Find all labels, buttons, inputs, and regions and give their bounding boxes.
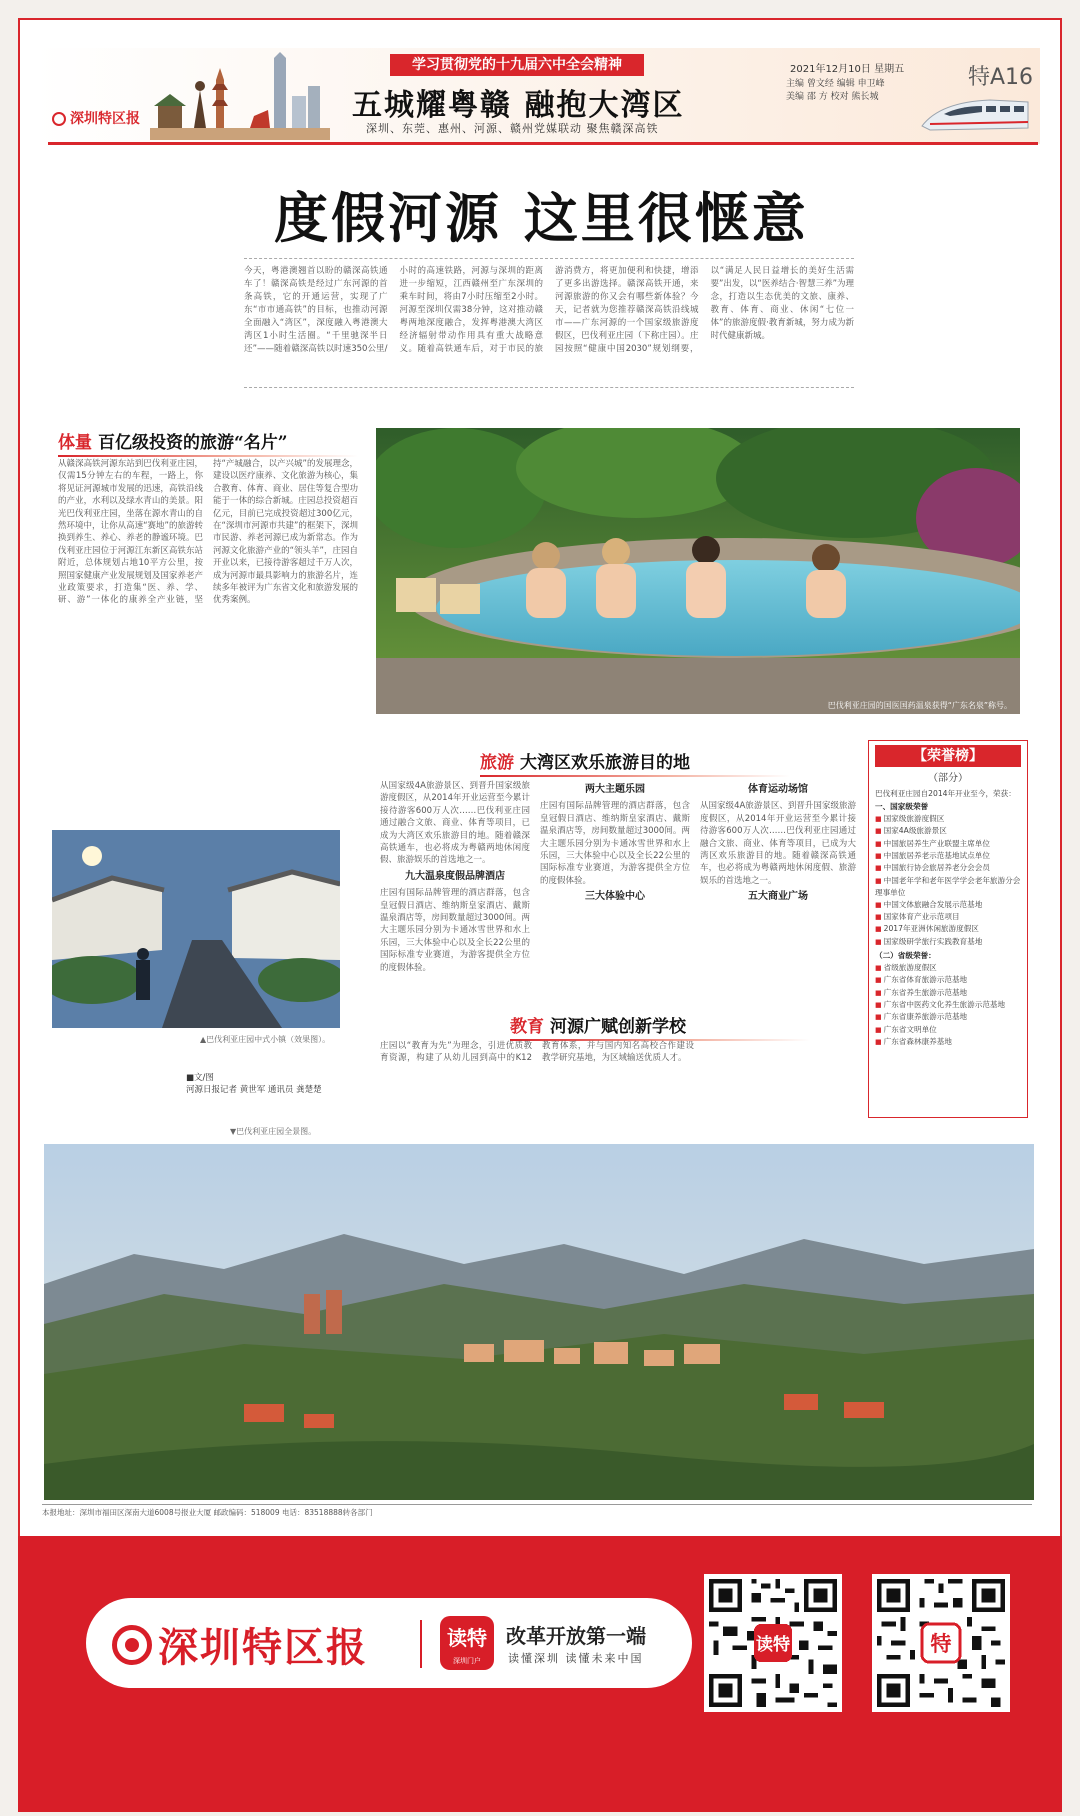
honor-item: ■ 广东省体育旅游示范基地 bbox=[875, 974, 1021, 986]
honor-item: ■ 国家级研学旅行实践教育基地 bbox=[875, 936, 1021, 948]
photo-hot-spring bbox=[376, 428, 1020, 714]
panorama-photo-illustration bbox=[44, 1144, 1034, 1500]
subtitle-commercial-plazas: 五大商业广场 bbox=[748, 891, 808, 903]
subtitle-experience-centers: 三大体验中心 bbox=[585, 891, 645, 903]
slogan-sub: 读懂深圳 读懂未来中国 bbox=[508, 1652, 644, 1665]
honor-item: ■ 广东省文明单位 bbox=[875, 1024, 1021, 1036]
honor-subtitle: （部分） bbox=[928, 773, 968, 784]
qr1-center-label: 读特 bbox=[755, 1635, 791, 1656]
section-tag: 体量 bbox=[58, 433, 92, 453]
section-body-education: 庄园以“教育为先”为理念，引进优质教育资源，构建了从幼儿园到高中的K12教育体系，并与国内知名高校合作建设教学研究基地，为区域输送优质人才。 bbox=[380, 1041, 694, 1064]
photo-panorama bbox=[44, 1144, 1034, 1500]
subtitle-sports-venues: 体育运动场馆 bbox=[748, 784, 808, 795]
hot-spring-photo-illustration bbox=[376, 428, 1020, 714]
honor-item: ■ 广东省森林康养基地 bbox=[875, 1036, 1021, 1048]
section-body-tourism bbox=[380, 780, 530, 1010]
honor-item: ■ 广东省中医药文化养生旅游示范基地 bbox=[875, 999, 1021, 1011]
logo-icon bbox=[52, 112, 66, 126]
masthead-subheadline: 深圳、东莞、惠州、河源、赣州党媒联动 聚焦赣深高铁 bbox=[366, 122, 659, 135]
editors-credit bbox=[786, 78, 885, 104]
footer-address: 本报地址：深圳市福田区深南大道6008号报业大厦 邮政编码：518009 电话：83518888转各部门 bbox=[42, 1504, 1032, 1518]
section-tag: 旅游 bbox=[480, 753, 514, 773]
qr-code-sz-daily[interactable] bbox=[872, 1574, 1010, 1712]
honor-item: ■ 中国旅居养生产业联盟主席单位 bbox=[875, 838, 1021, 850]
main-title: 度假河源 这里很惬意 bbox=[274, 186, 809, 250]
honor-item: ■ 广东省康养旅游示范基地 bbox=[875, 1011, 1021, 1023]
tourism-paragraph-3: 庄园有国际品牌管理的酒店群落，包含皇冠假日酒店、维纳斯皇家酒店、戴斯温泉酒店等，房间数量超过3000间。两大主题乐园分别为卡通冰雪世界和水上乐园，三大体验中心以及全长22公里的国际标准专业赛道，为游客提供全方位的度假体验。 bbox=[540, 801, 690, 886]
honor-item: ■ 中国老年学和老年医学学会老年旅游分会理事单位 bbox=[875, 875, 1021, 899]
paper-name-small: 深圳特区报 bbox=[70, 111, 140, 127]
qr2-center-label: 特 bbox=[930, 1632, 952, 1657]
section-underline bbox=[480, 775, 790, 777]
masthead-rule bbox=[48, 142, 1038, 145]
editors-line-2: 美编 邵 方 校对 熊长城 bbox=[786, 92, 879, 102]
honor-category-provincial: （二）省级荣誉： bbox=[875, 951, 936, 961]
qr-code-icon bbox=[872, 1574, 1010, 1712]
section-title: 百亿级投资的旅游“名片” bbox=[98, 433, 288, 453]
section-underline bbox=[58, 455, 358, 457]
paper-logo-large bbox=[112, 1616, 368, 1673]
honor-body bbox=[869, 784, 1027, 1049]
masthead-headline: 五城耀粤赣 融抱大湾区 bbox=[352, 88, 685, 123]
honor-item: ■ 2017年亚洲休闲旅游度假区 bbox=[875, 923, 1021, 935]
tourism-paragraph-4: 从国家级4A旅游景区、到晋升国家级旅游度假区，从2014年开业运营至今累计接待游客600万人次……巴伐利亚庄园通过融合文旅、商业、体育等项目，已成为大湾区欢乐旅游目的地。随着赣深高铁通车，也必将成为粤赣两地休闲度假、旅游娱乐的首选地之一。 bbox=[700, 801, 856, 886]
paper-logo-small bbox=[52, 108, 140, 128]
page-number: 特A16 bbox=[968, 65, 1034, 90]
section-tag: 教育 bbox=[510, 1017, 544, 1037]
section-heading-tourism bbox=[480, 748, 790, 777]
dute-app-badge[interactable]: 读特 bbox=[440, 1616, 494, 1670]
city-skyline-icon bbox=[150, 50, 330, 140]
byline bbox=[186, 1072, 322, 1096]
subtitle-hotels: 九大温泉度假品牌酒店 bbox=[405, 870, 505, 882]
honor-category-national: 一、国家级荣誉 bbox=[875, 802, 929, 812]
spa-photo-caption: 巴伐利亚庄园的国医国药温泉获得“广东名泉”称号。 bbox=[827, 701, 1012, 710]
section-body-scale: 从赣深高铁河源东站到巴伐利亚庄园，仅需15分钟左右的车程，一路上，你将见证河源城市发展的迅速，高铁沿线的产业，水利以及绿水青山的美景。阳光巴伐利亚庄园，坐落在源水青山的自然环境中，让你从高速“赛地”的旅游转换到养生、养心、养老的静谧环境。巴伐利亚庄园位于河源江东新区高铁东站附近，总体规划占地10平方公里，按照国家健康产业发展规划及国家养老产业政策要求，打造集“医、养、学、研、游”一体化的康养全产业链，坚持“产城融合，以产兴城”的发展理念，建设以医疗康养、文化旅游为核心，集合教育、体育、商业、居住等复合型功能于一体的综合新城。庄园总投资超百亿元，目前已完成投资超过300亿元，在“深圳市河源市共建”的框架下，深圳市民游、养老河源已成为新常态。作为河源文化旅游产业的“领头羊”，庄园自开业以来，已接待游客超过千万人次，成为河源市最具影响力的旅游名片，连续多年被评为广东省文化和旅游发展的优秀案例。 bbox=[58, 459, 358, 606]
editors-line-1: 主编 曾文经 编辑 申卫峰 bbox=[786, 79, 885, 89]
honor-item: ■ 国家体育产业示范项目 bbox=[875, 911, 1021, 923]
paper-logo-text: 深圳特区报 bbox=[158, 1624, 368, 1671]
high-speed-train-icon bbox=[920, 90, 1030, 136]
honor-item: ■ 中国旅行协会旅居养老分会会员 bbox=[875, 862, 1021, 874]
honor-item: ■ 国家级旅游度假区 bbox=[875, 813, 1021, 825]
section-heading-education bbox=[510, 1012, 810, 1041]
banner-study-spirit: 学习贯彻党的十九届六中全会精神 bbox=[390, 54, 644, 76]
qr-code-dute-app[interactable] bbox=[704, 1574, 842, 1712]
byline-label: ■文/图 bbox=[186, 1073, 214, 1083]
paper-logo-icon bbox=[112, 1625, 152, 1665]
pill-divider bbox=[420, 1620, 422, 1668]
slogan-main: 改革开放第一端 bbox=[506, 1624, 646, 1648]
section-body-tourism-col3 bbox=[700, 780, 856, 1010]
honor-item: ■ 中国旅居养老示范基地试点单位 bbox=[875, 850, 1021, 862]
section-title: 大湾区欢乐旅游目的地 bbox=[520, 753, 690, 773]
honor-list-box bbox=[868, 740, 1028, 1118]
pano-caption: ▼巴伐利亚庄园全景图。 bbox=[230, 1127, 317, 1136]
tourism-paragraph-2: 庄园有国际品牌管理的酒店群落，包含皇冠假日酒店、维纳斯皇家酒店、戴斯温泉酒店等，房间数量超过3000间。两大主题乐园分别为卡通冰雪世界和水上乐园，三大体验中心以及全长22公里的国际标准专业赛道，为游客提供全方位的度假体验。 bbox=[380, 888, 530, 973]
honor-intro: 巴伐利亚庄园自2014年开业至今，荣获： bbox=[875, 789, 1016, 798]
section-body-tourism-col2 bbox=[540, 780, 690, 1010]
dute-app-badge-sub: 深圳门户 bbox=[453, 1657, 481, 1665]
honor-item: ■ 省级旅游度假区 bbox=[875, 962, 1021, 974]
issue-date: 2021年12月10日 星期五 bbox=[790, 64, 905, 75]
qr-code-icon bbox=[704, 1574, 842, 1712]
honor-item: ■ 国家4A级旅游景区 bbox=[875, 825, 1021, 837]
photo-chinese-town bbox=[52, 830, 340, 1028]
chinese-town-photo-illustration bbox=[52, 830, 340, 1028]
subtitle-theme-parks: 两大主题乐园 bbox=[585, 784, 645, 795]
honor-item: ■ 中国文体旅融合发展示范基地 bbox=[875, 899, 1021, 911]
tourism-paragraph-1: 从国家级4A旅游景区、到晋升国家级旅游度假区，从2014年开业运营至今累计接待游客600万人次……巴伐利亚庄园通过融合文旅、商业、体育等项目，已成为大湾区欢乐旅游目的地。随着赣深高铁通车，也必将成为粤赣两地休闲度假、旅游娱乐的首选地之一。 bbox=[380, 781, 530, 866]
honor-title: 【荣誉榜】 bbox=[875, 745, 1021, 767]
byline-authors: 河源日报记者 黄世军 通讯员 龚楚楚 bbox=[186, 1085, 322, 1095]
honor-item: ■ 广东省养生旅游示范基地 bbox=[875, 987, 1021, 999]
street-photo-caption: ▲巴伐利亚庄园中式小镇（效果图）。 bbox=[200, 1035, 331, 1044]
lead-paragraph: 今天，粤港澳翘首以盼的赣深高铁通车了！赣深高铁是经过广东河源的首条高铁，它的开通运营，实现了广东“市市通高铁”的目标，也推动河源全面融入“湾区”，深度融入粤港澳大湾区1小时生活圈。“千里驰深半日还”——随着赣深高铁以时速350公里/小时的高速铁路，河源与深圳的距离进一步缩短，江西赣州至广东深圳的乘车时间，将由7小时压缩至2小时。河源至深圳仅需38分钟，这对推动赣粤两地深度融合，发挥粤港澳大湾区经济辐射带动作用具有重大战略意义。随着高铁通车后，对于市民的旅游消费方，将更加便利和快捷，增添了更多出游选择。赣深高铁开通，来河源旅游的你又会有哪些新体验？今天，记者就为您推荐赣深高铁沿线城市——广东河源的一个国家级旅游度假区，巴伐利亚庄园（下称庄园）。庄园按照“健康中国2030”规划纲要，以“满足人民日益增长的美好生活需要”出发，以“医养结合·智慧三养”为理念，打造以生态优美的文旅、康养、教育、体育、商业、休闲“七位一体”的旅游度假·教育新城，努力成为新时代健康新城。 bbox=[244, 258, 854, 388]
section-heading-scale bbox=[58, 428, 358, 457]
section-title: 河源广赋创新学校 bbox=[550, 1017, 686, 1037]
